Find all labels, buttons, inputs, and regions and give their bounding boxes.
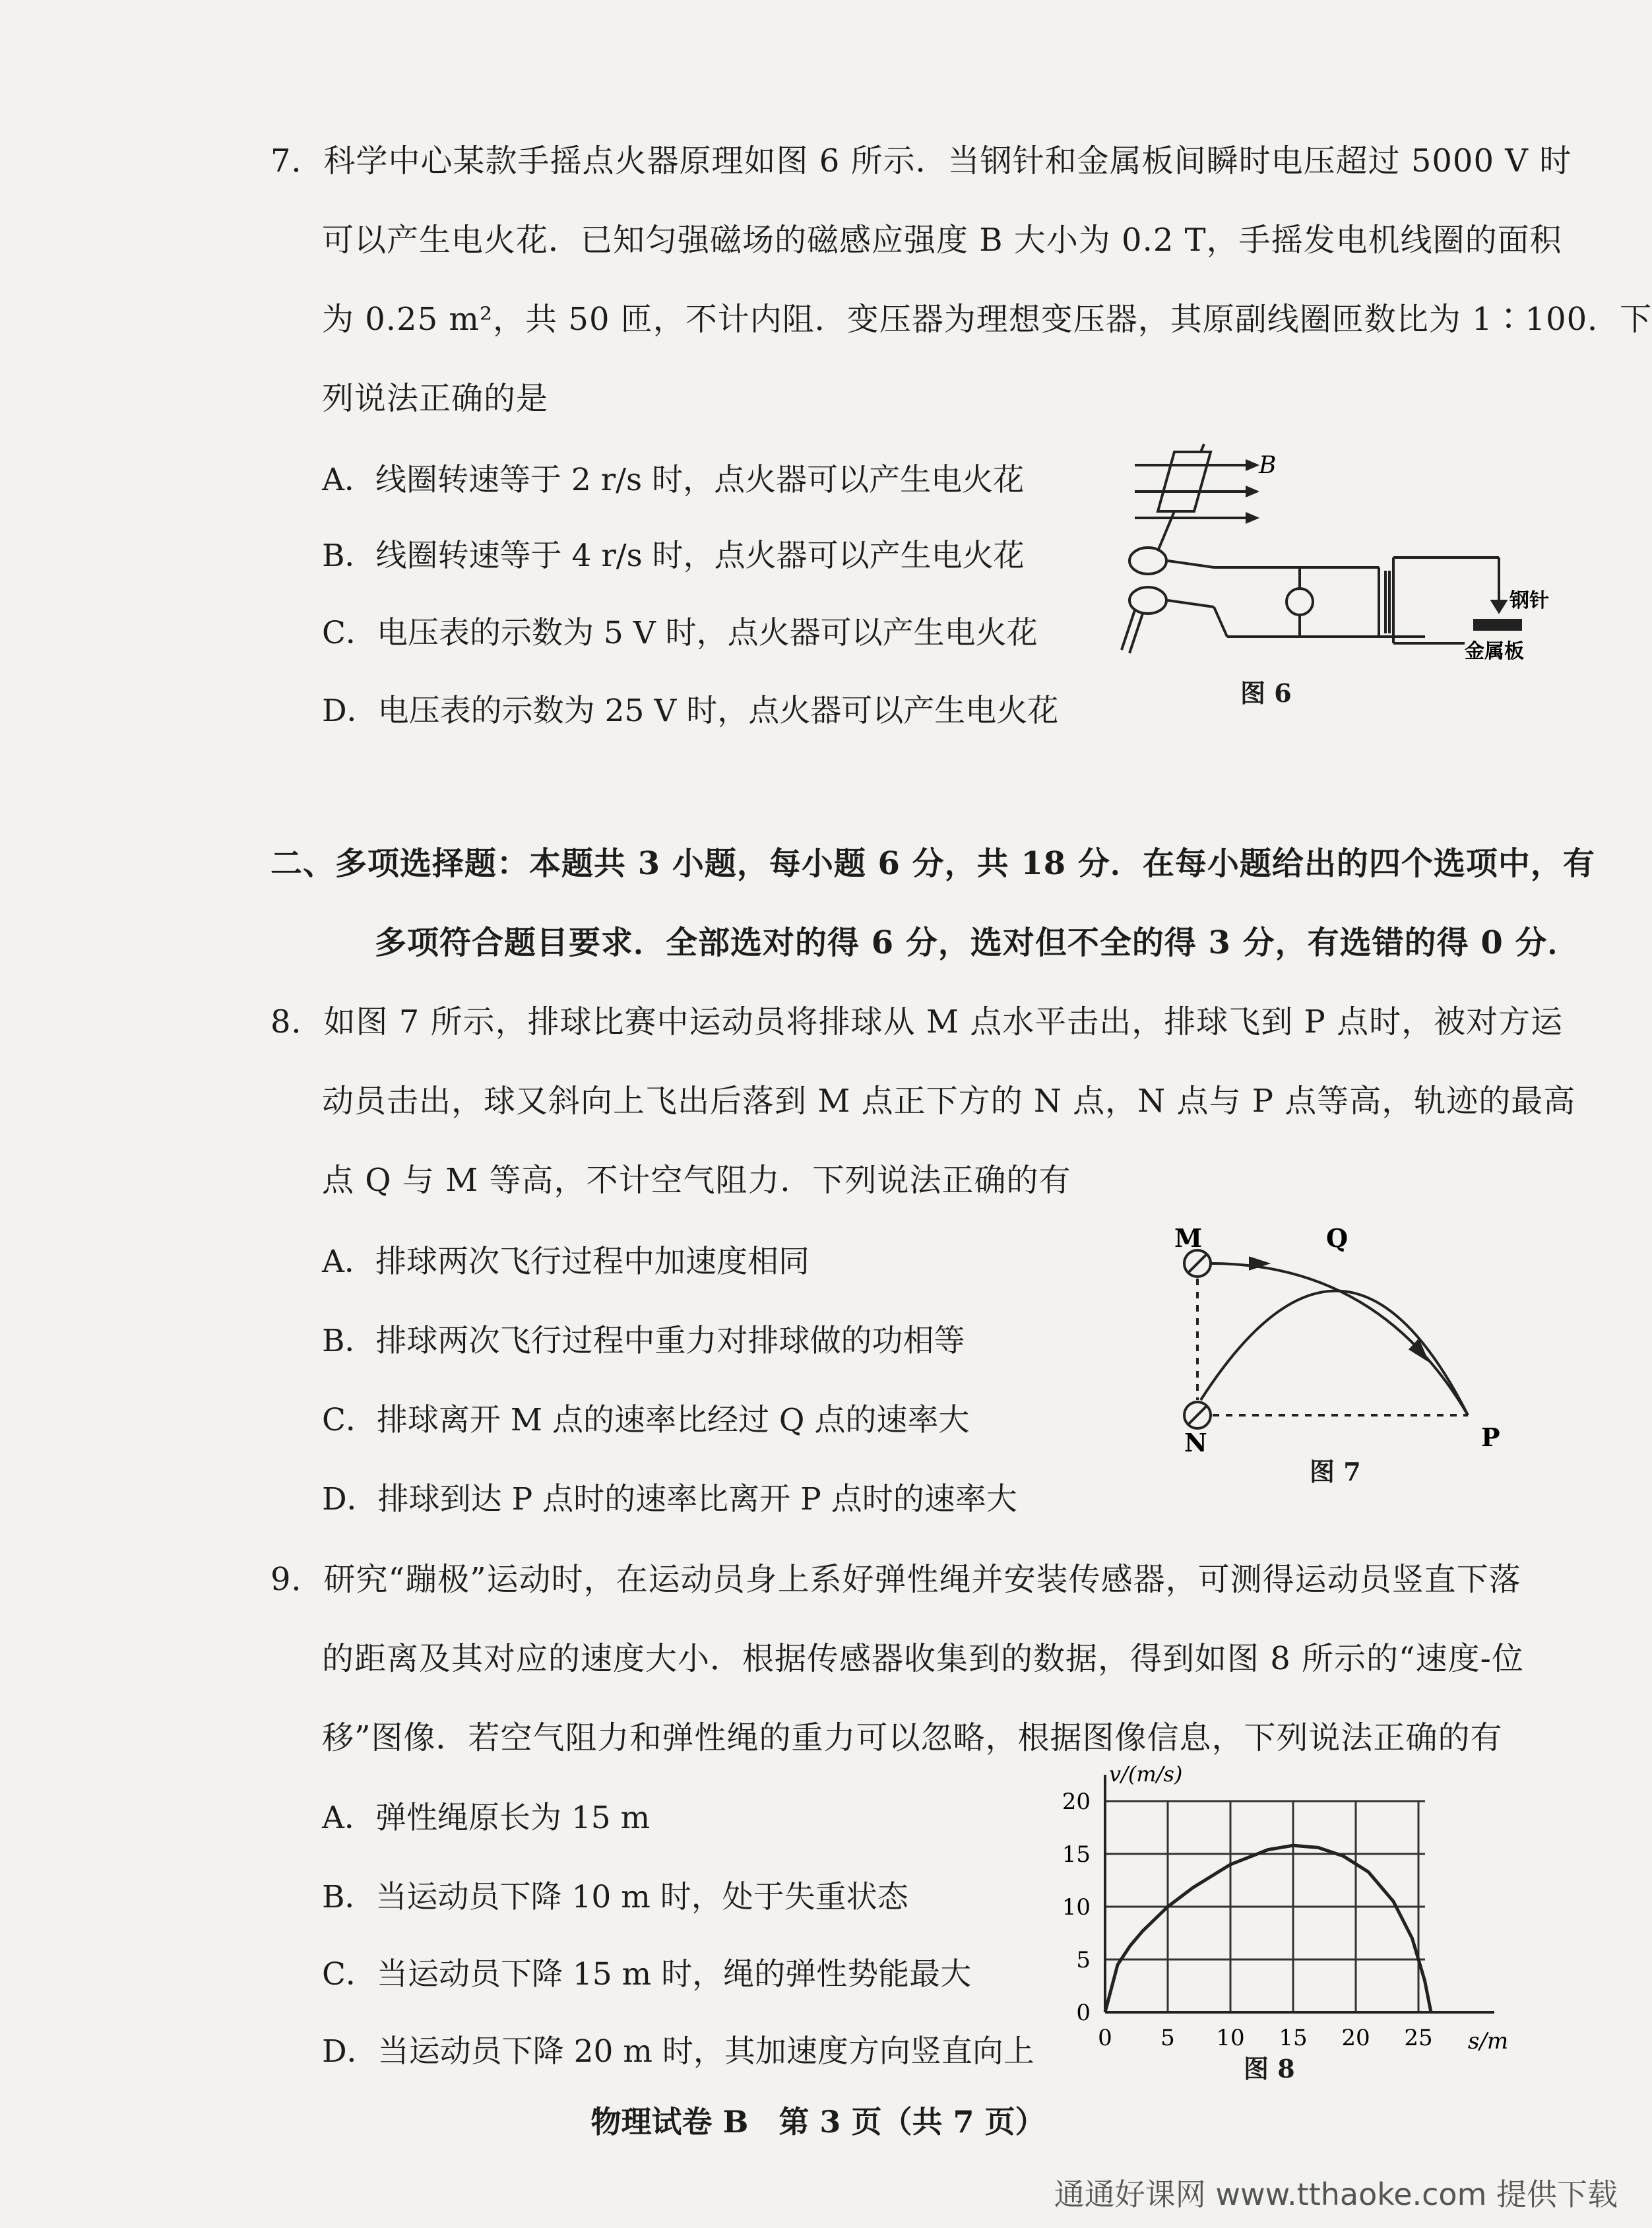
figure-7-label-n: N [1184,1428,1207,1457]
q9-stem-line-3: 移”图像．若空气阻力和弹性绳的重力可以忽略，根据图像信息，下列说法正确的有 [322,1719,1503,1756]
section2-header-line-2: 多项符合题目要求．全部选对的得 6 分，选对但不全的得 3 分，有选错的得 0 分． [375,924,1580,961]
q8-stem-line-1: 8．如图 7 所示，排球比赛中运动员将排球从 M 点水平击出，排球飞到 P 点时，被对方运 [270,1003,1564,1040]
q8-option-a: A．排球两次飞行过程中加速度相同 [322,1244,810,1280]
q9-stem-line-2: 的距离及其对应的速度大小．根据传感器收集到的数据，得到如图 8 所示的“速度-位 [322,1640,1524,1677]
figure-6-label-b: B [1259,452,1277,479]
q7-option-a: A．线圈转速等于 2 r/s 时，点火器可以产生电火花 [322,462,1025,498]
figure-6-caption: 图 6 [1240,678,1292,708]
figure-6-diagram [1095,439,1549,663]
chart-y-tick-label: 10 [1062,1894,1091,1921]
watermark: 通通好课网 www.tthaoke.com 提供下载 [1054,2177,1618,2212]
figure-6-label-plate: 金属板 [1465,640,1524,663]
q7-option-d: D．电压表的示数为 25 V 时，点火器可以产生电火花 [322,693,1059,729]
q7-option-b: B．线圈转速等于 4 r/s 时，点火器可以产生电火花 [322,538,1025,574]
chart-x-tick-label: 5 [1160,2025,1175,2051]
section2-header-line-1: 二、多项选择题：本题共 3 小题，每小题 6 分，共 18 分．在每小题给出的四个选项中，有 [270,845,1595,882]
q7-stem-line-4: 列说法正确的是 [322,380,549,417]
chart-x-axis-label: s/m [1468,2028,1509,2054]
figure-6 [1095,439,1549,663]
figure-7 [1161,1221,1531,1458]
chart-x-tick-label: 10 [1216,2025,1245,2051]
q7-option-c: C．电压表的示数为 5 V 时，点火器可以产生电火花 [322,615,1038,651]
q9-option-a: A．弹性绳原长为 15 m [322,1800,651,1836]
chart-y-tick-label: 20 [1062,1789,1091,1815]
chart-y-tick-label: 15 [1062,1841,1091,1868]
q7-stem-line-1: 7．科学中心某款手摇点火器原理如图 6 所示．当钢针和金属板间瞬时电压超过 5000 V 时 [270,143,1572,179]
chart-x-tick-label: 15 [1279,2025,1308,2051]
q8-option-c: C．排球离开 M 点的速率比经过 Q 点的速率大 [322,1402,970,1438]
figure-7-label-m: M [1174,1223,1203,1253]
chart-y-tick-label: 0 [1076,2000,1091,2026]
figure-7-label-p: P [1481,1422,1500,1452]
q7-stem-line-3: 为 0.25 m²，共 50 匝，不计内阻．变压器为理想变压器，其原副线圈匝数比为 1∶100．下 [322,301,1652,338]
figure-7-label-q: Q [1326,1223,1349,1253]
q7-stem-line-2: 可以产生电火花．已知匀强磁场的磁感应强度 B 大小为 0.2 T，手摇发电机线圈的面积 [322,222,1562,259]
q8-stem-line-3: 点 Q 与 M 等高，不计空气阻力．下列说法正确的有 [322,1162,1071,1199]
q9-option-c: C．当运动员下降 15 m 时，绳的弹性势能最大 [322,1956,972,1992]
chart-x-tick-label: 0 [1098,2025,1112,2051]
figure-8 [1042,1742,1544,2058]
figure-7-caption: 图 7 [1310,1457,1361,1486]
figure-8-caption: 图 8 [1244,2054,1295,2084]
figure-6-label-needle: 钢针 [1509,589,1549,612]
figure-7-diagram [1161,1221,1531,1458]
chart-y-axis-label: v/(m/s) [1109,1762,1183,1787]
chart-series-line [1105,1845,1431,2012]
q8-option-d: D．排球到达 P 点时的速率比离开 P 点时的速率大 [322,1481,1017,1517]
figure-8-chart [1042,1742,1544,2058]
q9-option-b: B．当运动员下降 10 m 时，处于失重状态 [322,1879,908,1915]
q9-option-d: D．当运动员下降 20 m 时，其加速度方向竖直向上 [322,2033,1034,2070]
q8-option-b: B．排球两次飞行过程中重力对排球做的功相等 [322,1323,965,1359]
chart-y-tick-label: 5 [1076,1947,1091,1973]
q9-stem-line-1: 9．研究“蹦极”运动时，在运动员身上系好弹性绳并安装传感器，可测得运动员竖直下落 [270,1561,1521,1598]
chart-x-tick-label: 25 [1404,2025,1433,2051]
page-footer: 物理试卷 B 第 3 页（共 7 页） [590,2104,1046,2140]
q8-stem-line-2: 动员击出，球又斜向上飞出后落到 M 点正下方的 N 点，N 点与 P 点等高，轨迹的最高 [322,1083,1576,1120]
chart-x-tick-label: 20 [1341,2025,1370,2051]
